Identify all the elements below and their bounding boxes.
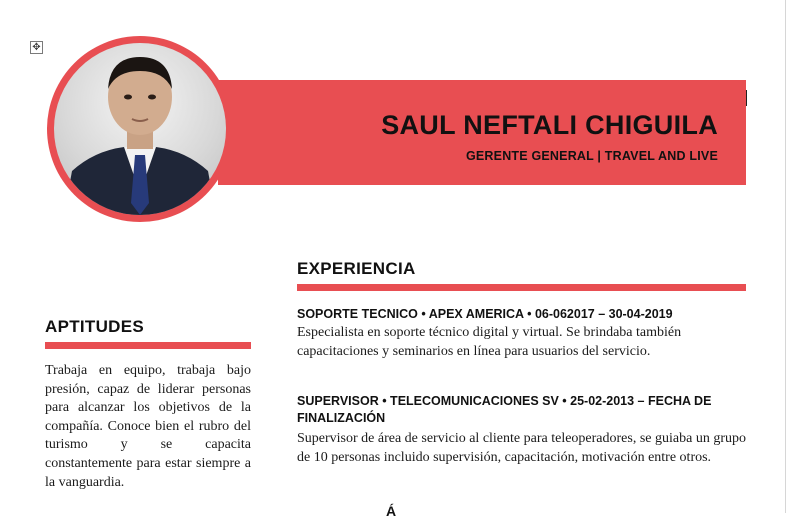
profile-photo[interactable]: [54, 43, 226, 215]
skills-heading[interactable]: APTITUDES: [45, 317, 145, 336]
next-section-partial: Á: [386, 503, 397, 519]
page-edge: [785, 0, 786, 513]
text-cursor: [746, 90, 747, 106]
job-1-header[interactable]: SOPORTE TECNICO • APEX AMERICA • 06-062017 – 30-04-2019: [297, 307, 673, 321]
job-2-header[interactable]: SUPERVISOR • TELECOMUNICACIONES SV • 25-02-2013 – FECHA DE FINALIZACIÓN: [297, 394, 712, 425]
profile-photo-illustration: [54, 43, 226, 215]
job-1-description[interactable]: Especialista en soporte técnico digital y virtual. Se brindaba también capacitaciones y seminarios en línea para usuarios del servicio.: [297, 325, 682, 359]
header-banner: [218, 80, 746, 185]
skills-text[interactable]: Trabaja en equipo, trabaja bajo presión, capaz de liderar personas para alcanzar los objetivos de la compañía. Conoce bien el rubro del turismo y se capacita constantemente para estar siempre a la vanguardia.: [45, 363, 251, 490]
table-move-handle-icon[interactable]: ✥: [30, 41, 43, 54]
skills-divider: [45, 342, 251, 349]
job-2-description[interactable]: Supervisor de área de servicio al cliente para teleoperadores, se guiaba un grupo de 10 personas incluido supervisión, capacitación, motivación entre otros.: [297, 431, 746, 465]
person-name[interactable]: SAUL NEFTALI CHIGUILA: [381, 110, 718, 140]
job-title[interactable]: GERENTE GENERAL | TRAVEL AND LIVE: [465, 149, 718, 163]
experience-divider: [297, 284, 746, 291]
experience-heading[interactable]: EXPERIENCIA: [297, 259, 416, 278]
